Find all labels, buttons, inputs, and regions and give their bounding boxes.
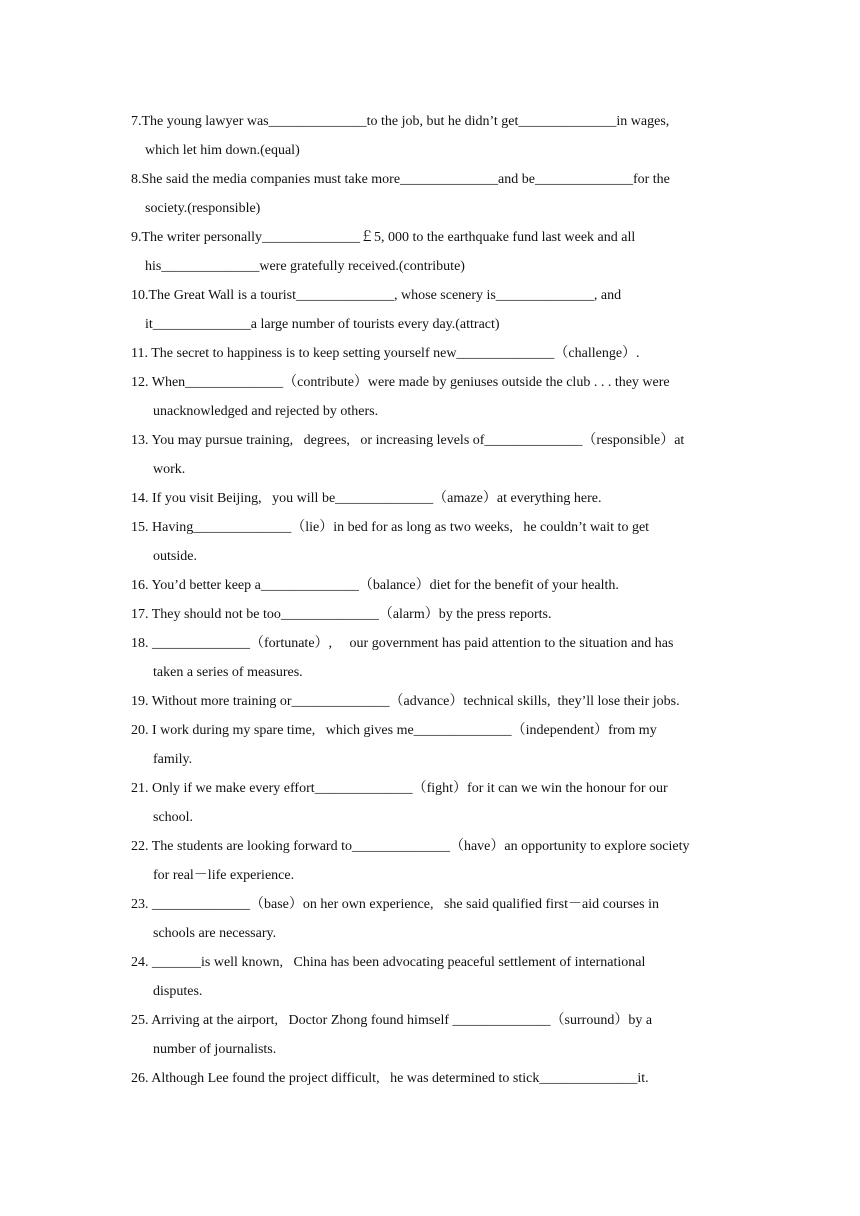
q24-line-2: disputes. bbox=[153, 984, 203, 999]
q25-line-1: 25. Arriving at the airport, Doctor Zhong found himself ______________（surround）by a bbox=[131, 1013, 653, 1028]
q8-line-1: 8.She said the media companies must take more______________and be______________for the bbox=[131, 172, 670, 187]
q18-line-1: 18. ______________（fortunate）, our government has paid attention to the situation and has bbox=[131, 636, 674, 651]
q12-line-2: unacknowledged and rejected by others. bbox=[153, 404, 379, 419]
q25-line-2: number of journalists. bbox=[153, 1042, 277, 1057]
q14-line-1: 14. If you visit Beijing, you will be______________（amaze）at everything here. bbox=[131, 491, 602, 506]
q8-line-2: society.(responsible) bbox=[145, 201, 261, 216]
q9-line-1: 9.The writer personally______________￡5, 000 to the earthquake fund last week and all bbox=[131, 230, 636, 245]
q12-line-1: 12. When______________（contribute）were made by geniuses outside the club . . . they were bbox=[131, 375, 670, 390]
q22-line-1: 22. The students are looking forward to______________（have）an opportunity to explore society bbox=[131, 839, 690, 854]
q7-line-2: which let him down.(equal) bbox=[145, 143, 300, 158]
q22-line-2: for real－life experience. bbox=[153, 868, 295, 883]
q23-line-2: schools are necessary. bbox=[153, 926, 277, 941]
q9-line-2: his______________were gratefully received.(contribute) bbox=[145, 259, 465, 274]
q20-line-1: 20. I work during my spare time, which gives me______________（independent）from my bbox=[131, 723, 657, 738]
q13-line-2: work. bbox=[153, 462, 186, 477]
q15-line-2: outside. bbox=[153, 549, 197, 564]
q21-line-2: school. bbox=[153, 810, 194, 825]
q10-line-1: 10.The Great Wall is a tourist______________, whose scenery is______________, and bbox=[131, 288, 622, 303]
q23-line-1: 23. ______________（base）on her own experience, she said qualified first－aid courses in bbox=[131, 897, 659, 912]
q16-line-1: 16. You’d better keep a______________（balance）diet for the benefit of your health. bbox=[131, 578, 619, 593]
q20-line-2: family. bbox=[153, 752, 193, 767]
q17-line-1: 17. They should not be too______________（alarm）by the press reports. bbox=[131, 607, 552, 622]
q13-line-1: 13. You may pursue training, degrees, or increasing levels of______________（responsible）at bbox=[131, 433, 685, 448]
q7-line-1: 7.The young lawyer was______________to the job, but he didn’t get______________in wages, bbox=[131, 114, 670, 129]
q18-line-2: taken a series of measures. bbox=[153, 665, 303, 680]
q21-line-1: 21. Only if we make every effort______________（fight）for it can we win the honour for our bbox=[131, 781, 668, 796]
q19-line-1: 19. Without more training or______________（advance）technical skills, they’ll lose their jobs. bbox=[131, 694, 680, 709]
q11-line-1: 11. The secret to happiness is to keep setting yourself new______________（challenge）. bbox=[131, 346, 640, 361]
q26-line-1: 26. Although Lee found the project difficult, he was determined to stick______________it. bbox=[131, 1071, 649, 1086]
q10-line-2: it______________a large number of tourists every day.(attract) bbox=[145, 317, 500, 332]
q24-line-1: 24. _______is well known, China has been advocating peaceful settlement of international bbox=[131, 955, 646, 970]
q15-line-1: 15. Having______________（lie）in bed for as long as two weeks, he couldn’t wait to get bbox=[131, 520, 650, 535]
